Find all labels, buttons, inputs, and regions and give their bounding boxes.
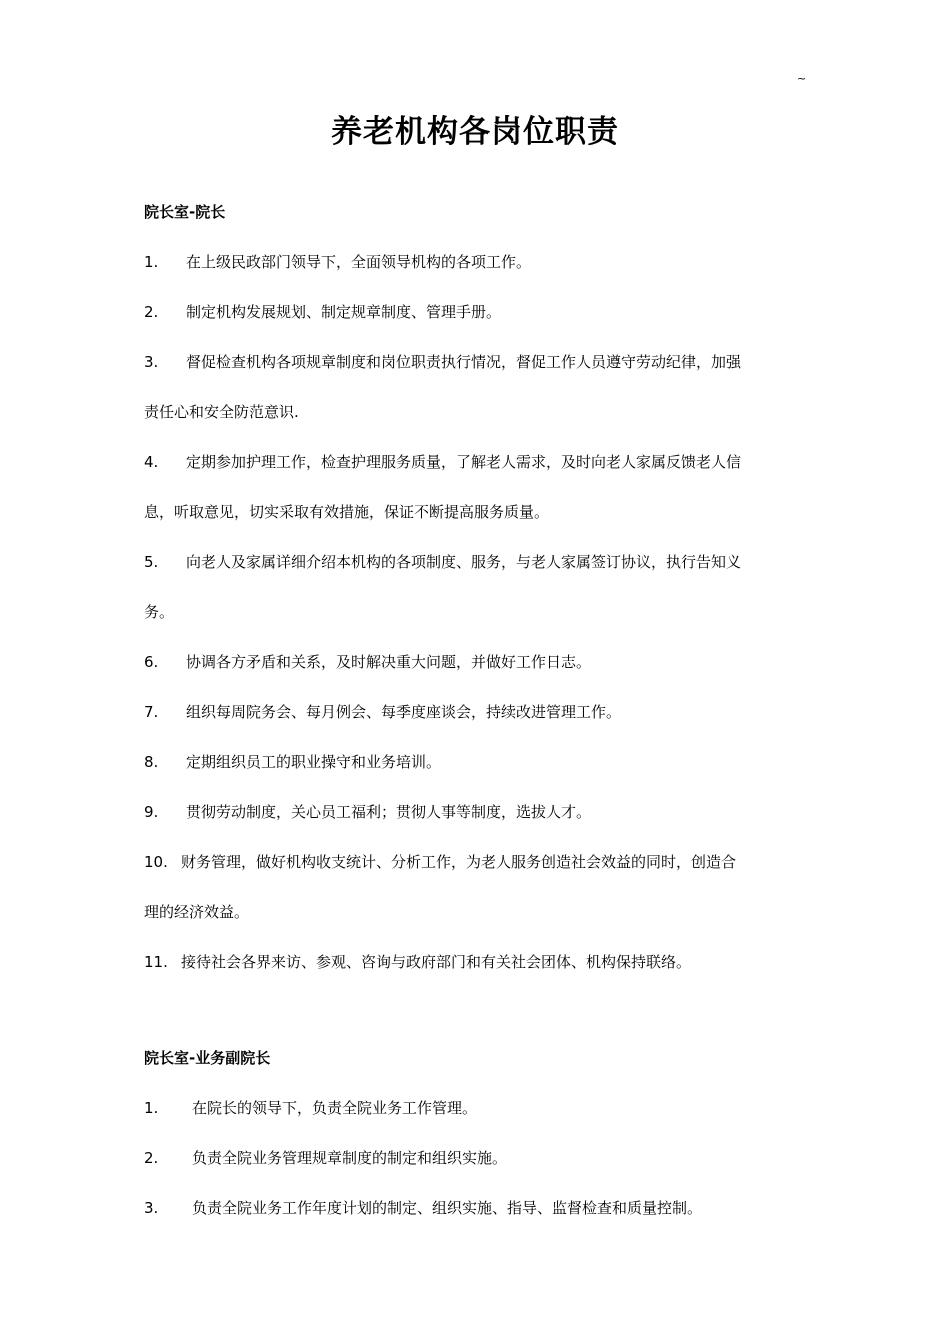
list-item [144, 252, 814, 272]
list-item [144, 452, 814, 472]
item-text: 定期组织员工的职业操守和业务培训。 [186, 753, 442, 771]
item-text: 向老人及家属详细介绍本机构的各项制度、服务，与老人家属签订协议，执行告知义 [186, 553, 742, 571]
item-text: 定期参加护理工作，检查护理服务质量，了解老人需求，及时向老人家属反馈老人信 [186, 453, 742, 471]
item-number: 2. [144, 303, 159, 321]
item-number: 9. [144, 803, 159, 821]
list-item [144, 952, 814, 972]
item-text: 负责全院业务工作年度计划的制定、组织实施、指导、监督检查和质量控制。 [192, 1199, 703, 1217]
item-text: 贯彻劳动制度，关心员工福利；贯彻人事等制度，选拔人才。 [186, 803, 592, 821]
section-heading: 院长室-院长 [144, 203, 226, 221]
list-item [144, 352, 814, 372]
section-heading: 院长室-业务副院长 [144, 1049, 271, 1067]
list-item [144, 1198, 814, 1218]
item-number: 1. [144, 1099, 159, 1117]
item-text: 财务管理，做好机构收支统计、分析工作，为老人服务创造社会效益的同时，创造合 [181, 853, 737, 871]
item-number: 2. [144, 1149, 159, 1167]
item-text: 组织每周院务会、每月例会、每季度座谈会，持续改进管理工作。 [186, 703, 622, 721]
item-number: 10. [144, 853, 168, 871]
item-number: 1. [144, 253, 159, 271]
list-item [144, 852, 814, 872]
item-text-continuation: 理的经济效益。 [144, 903, 250, 921]
list-item [144, 552, 814, 572]
item-number: 5. [144, 553, 159, 571]
item-number: 6. [144, 653, 159, 671]
section-deputy-director [144, 1048, 814, 1248]
item-number: 4. [144, 453, 159, 471]
item-number: 3. [144, 353, 159, 371]
item-number: 7. [144, 703, 159, 721]
list-item-continuation [144, 402, 814, 422]
item-number: 8. [144, 753, 159, 771]
list-item [144, 1148, 814, 1168]
item-text: 协调各方矛盾和关系，及时解决重大问题，并做好工作日志。 [186, 653, 592, 671]
list-item [144, 652, 814, 672]
list-item [144, 302, 814, 322]
list-item [144, 1098, 814, 1118]
item-text: 督促检查机构各项规章制度和岗位职责执行情况，督促工作人员遵守劳动纪律，加强 [186, 353, 742, 371]
item-text: 接待社会各界来访、参观、咨询与政府部门和有关社会团体、机构保持联络。 [181, 953, 692, 971]
section-director [144, 202, 814, 1002]
list-item [144, 702, 814, 722]
item-text-continuation: 务。 [144, 603, 175, 621]
item-text: 制定机构发展规划、制定规章制度、管理手册。 [186, 303, 502, 321]
item-text-continuation: 息，听取意见，切实采取有效措施，保证不断提高服务质量。 [144, 503, 550, 521]
list-item [144, 752, 814, 772]
page-title: 养老机构各岗位职责 [331, 114, 619, 150]
corner-mark: ~ [797, 72, 807, 85]
item-text: 负责全院业务管理规章制度的制定和组织实施。 [192, 1149, 508, 1167]
list-item-continuation [144, 902, 814, 922]
item-text-continuation: 责任心和安全防范意识. [144, 403, 299, 421]
list-item [144, 802, 814, 822]
item-text: 在上级民政部门领导下，全面领导机构的各项工作。 [186, 253, 532, 271]
list-item-continuation [144, 502, 814, 522]
item-number: 11. [144, 953, 168, 971]
item-text: 在院长的领导下，负责全院业务工作管理。 [192, 1099, 478, 1117]
list-item-continuation [144, 602, 814, 622]
item-number: 3. [144, 1199, 159, 1217]
